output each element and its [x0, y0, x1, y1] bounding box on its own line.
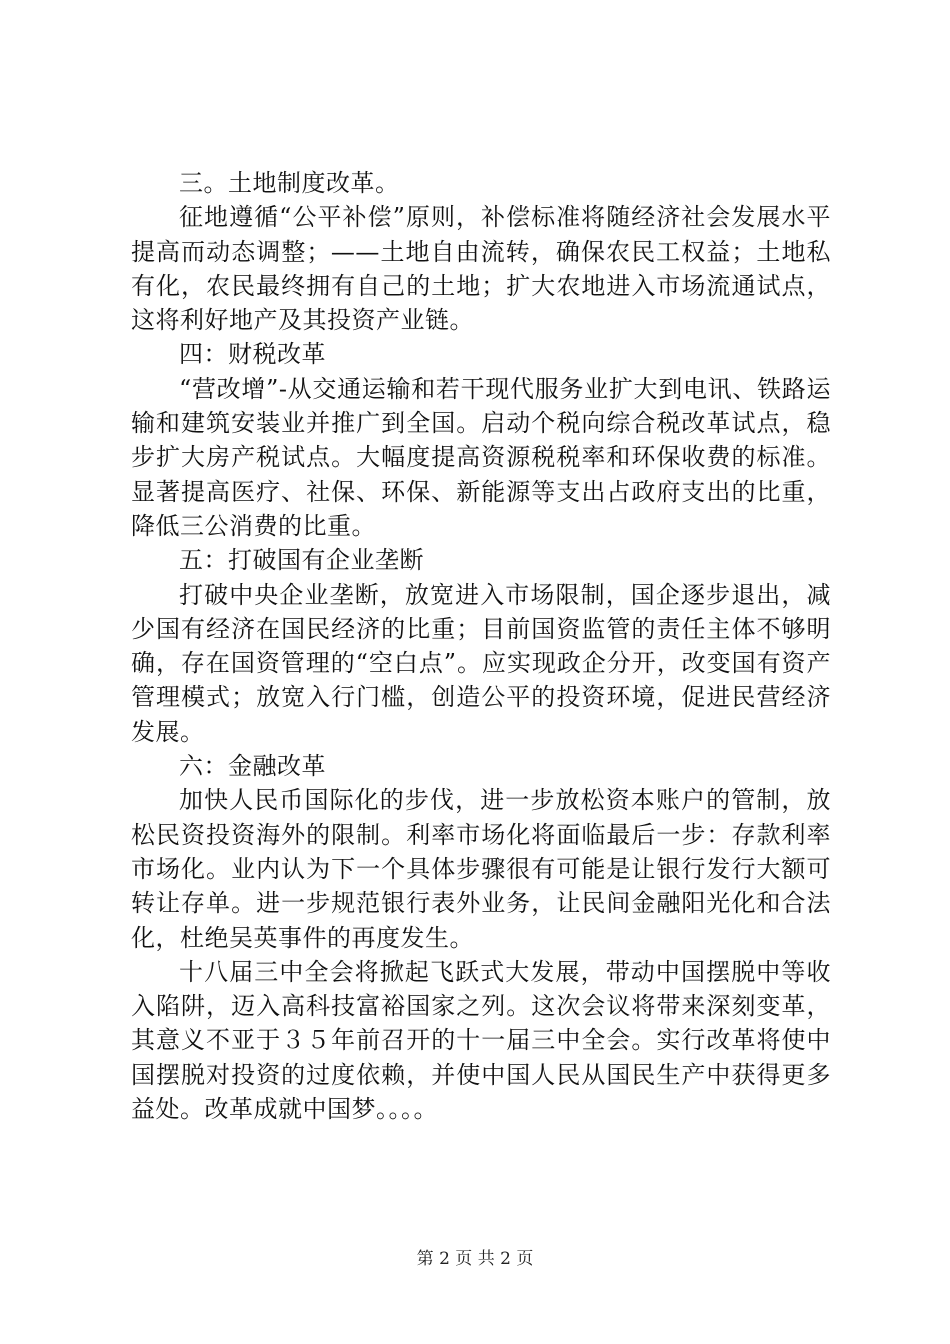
section-heading-tax-reform: 四：财税改革 — [179, 340, 326, 369]
paragraph-finance-reform: 加快人民币国际化的步伐，进一步放松资本账户的管制，放松民资投资海外的限制。利率市场化将面临最后一步：存款利率市场化。业内认为下一个具体步骤很有可能是让银行发行大额可转让存单。进一步规范银行表外业务，让民间金融阳光化和合法化，杜绝吴英事件的再度发生。 — [131, 786, 831, 952]
section-heading-land-reform: 三。土地制度改革。 — [179, 169, 400, 197]
section-heading-finance-reform: 六：金融改革 — [179, 752, 326, 781]
paragraph-tax-reform: “营改增”-从交通运输和若干现代服务业扩大到电讯、铁路运输和建筑安装业并推广到全国。启动个税向综合税改革试点，稳步扩大房产税试点。大幅度提高资源税税率和环保收费的标准。显著提高医疗、社保、环保、新能源等支出占政府支出的比重，降低三公消费的比重。 — [131, 374, 831, 540]
section-heading-soe-monopoly: 五：打破国有企业垄断 — [179, 546, 424, 575]
paragraph-soe-monopoly: 打破中央企业垄断，放宽进入市场限制，国企逐步退出，减少国有经济在国民经济的比重；目前国资监管的责任主体不够明确，存在国资管理的“空白点”。应实现政企分开，改变国有资产管理模式；放宽入行门槛，创造公平的投资环境，促进民营经济发展。 — [131, 580, 831, 746]
paragraph-land-reform: 征地遵循“公平补偿”原则，补偿标准将随经济社会发展水平提高而动态调整；——土地自由流转，确保农民工权益；土地私有化，农民最终拥有自己的土地；扩大农地进入市场流通试点，这将利好地产及其投资产业链。 — [131, 203, 831, 335]
paragraph-conclusion: 十八届三中全会将掀起飞跃式大发展，带动中国摆脱中等收入陷阱，迈入高科技富裕国家之列。这次会议将带来深刻变革，其意义不亚于３５年前召开的十一届三中全会。实行改革将使中国摆脱对投资的过度依赖，并使中国人民从国民生产中获得更多益处。改革成就中国梦。。。。 — [131, 957, 831, 1124]
document-body — [131, 166, 831, 1126]
page-number-footer: 第 2 页 共 2 页 — [416, 1249, 534, 1269]
